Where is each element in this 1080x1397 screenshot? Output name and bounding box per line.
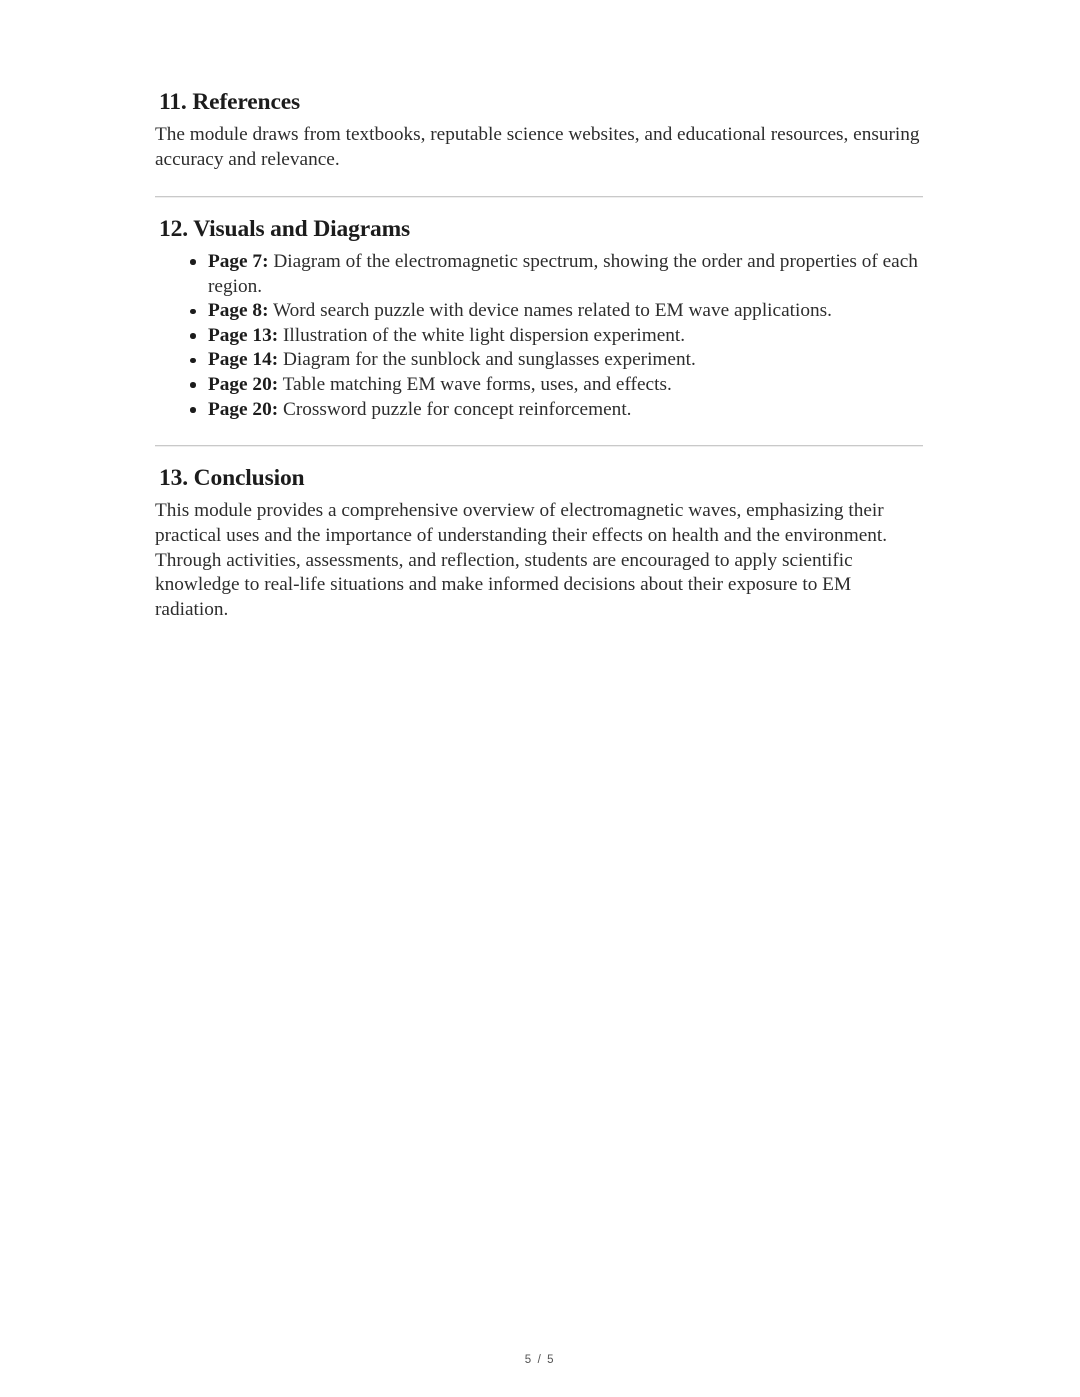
bullet-icon [190, 333, 196, 339]
list-item [155, 373, 923, 398]
spacer-after-rule-1 [155, 198, 923, 215]
list-item-page-label: Page 20: [208, 373, 279, 395]
spacer-after-rule-2 [155, 447, 923, 464]
section-visuals-and-diagrams [155, 215, 923, 423]
section-heading-visuals-and-diagrams: 12. Visuals and Diagrams [159, 215, 411, 242]
section-conclusion [155, 464, 923, 622]
list-item [155, 348, 923, 373]
section-heading-conclusion: 13. Conclusion [159, 465, 305, 492]
list-item-text: Word search puzzle with device names related to EM wave applications. [268, 300, 832, 322]
section-heading-references: 11. References [159, 89, 301, 115]
references-paragraph: The module draws from textbooks, reputable science websites, and educational resources, ensuring accuracy and relevance. [155, 124, 920, 170]
list-item-text: Diagram of the electromagnetic spectrum, showing the order and properties of each region. [208, 250, 918, 297]
list-item-page-label: Page 8: [208, 300, 269, 322]
bullet-icon [190, 382, 196, 388]
list-item-page-label: Page 7: [208, 250, 269, 272]
section-references [155, 88, 923, 173]
bullet-icon [190, 407, 196, 413]
list-item-page-label: Page 20: [208, 398, 279, 420]
page-content [155, 88, 923, 622]
bullet-icon [190, 259, 196, 265]
spacer-before-rule-2 [155, 422, 923, 445]
list-item-text: Illustration of the white light dispersion experiment. [278, 324, 686, 346]
list-item [155, 250, 923, 299]
bullet-icon [190, 309, 196, 315]
page-footer [0, 1350, 1080, 1368]
list-item-text: Diagram for the sunblock and sunglasses experiment. [278, 349, 696, 371]
spacer-before-rule-1 [155, 173, 923, 196]
list-item-text: Table matching EM wave forms, uses, and effects. [278, 373, 672, 395]
bullet-icon [190, 358, 196, 364]
visuals-list [155, 250, 923, 422]
list-item [155, 324, 923, 349]
list-item-page-label: Page 13: [208, 324, 279, 346]
list-item-page-label: Page 14: [208, 349, 279, 371]
list-item-text: Crossword puzzle for concept reinforcement. [278, 398, 632, 420]
page-number-indicator: 5 / 5 [524, 1354, 556, 1366]
list-item [155, 299, 923, 324]
conclusion-paragraph: This module provides a comprehensive overview of electromagnetic waves, emphasizing their practical uses and the importance of understanding their effects on health and the environment. Through activities, assessments, and reflection, students are encouraged to apply scientific knowledge to real-life situations and make informed decisions about their exposure to EM radiation. [155, 500, 888, 620]
list-item [155, 398, 923, 423]
